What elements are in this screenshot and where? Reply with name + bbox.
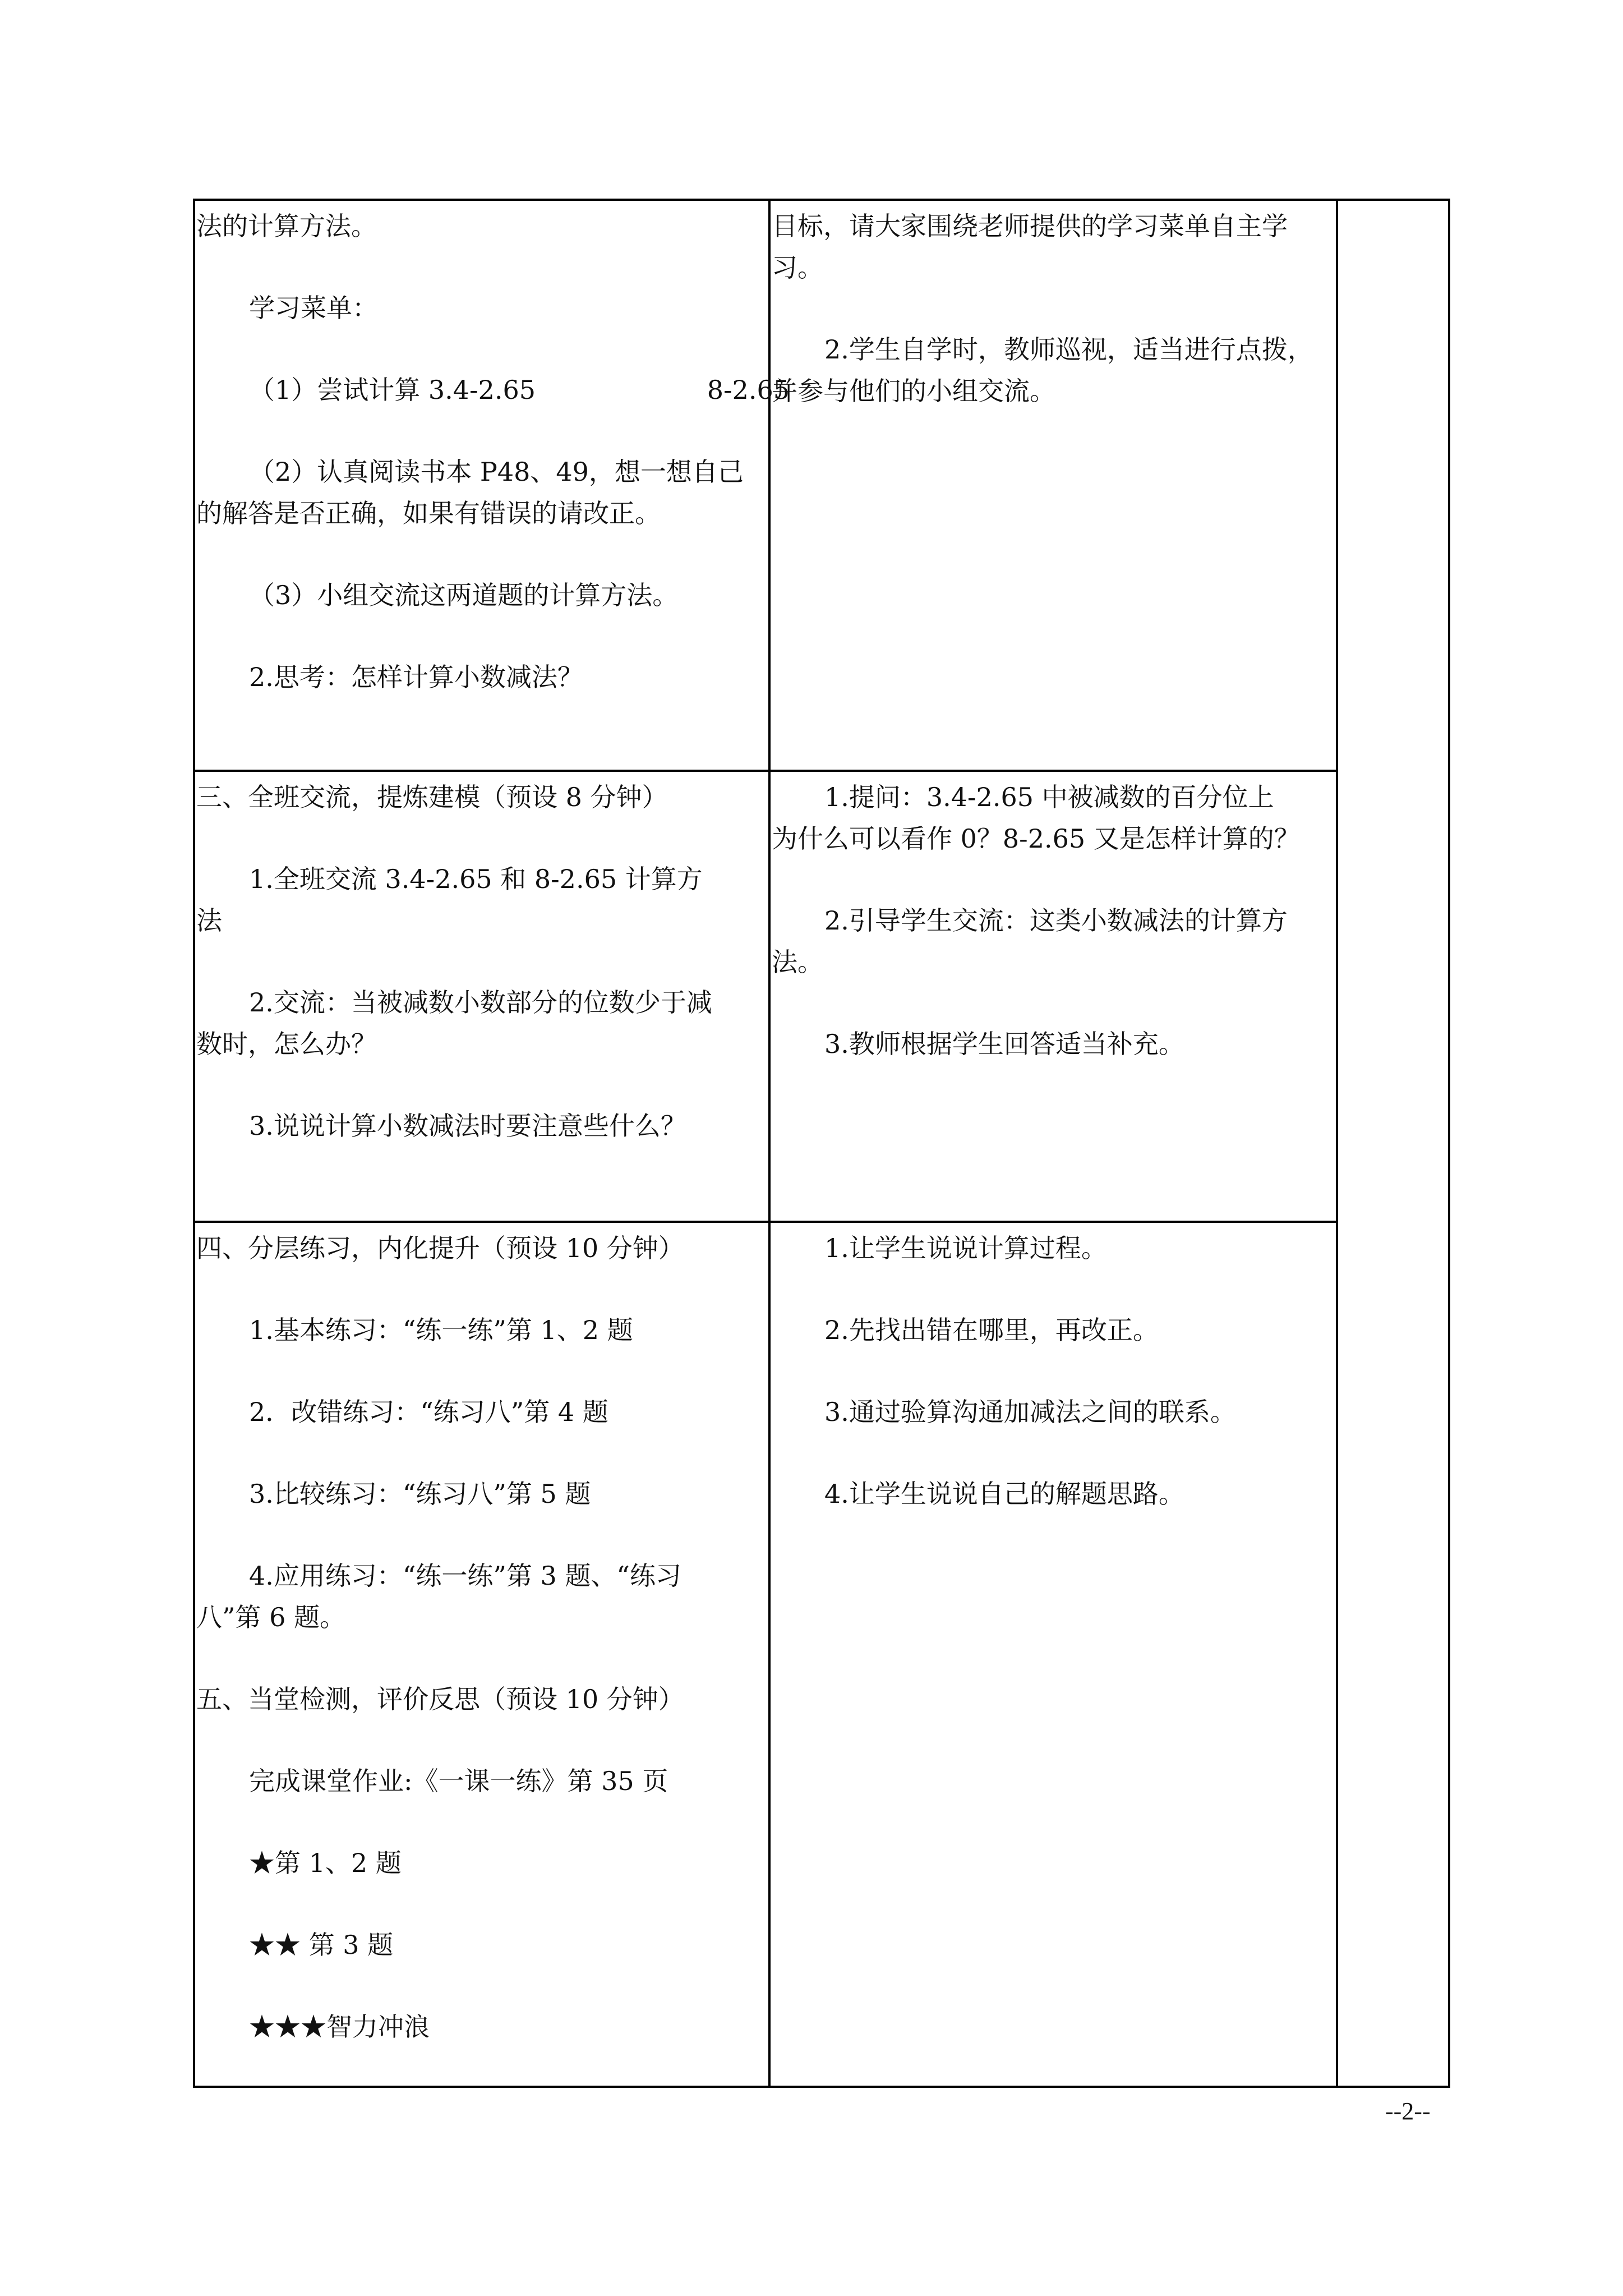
row3-activity-cell — [196, 1227, 767, 2085]
cell-line: 1.让学生说说计算过程。 — [824, 1233, 1107, 1263]
cell-line: 4.让学生说说自己的解题思路。 — [824, 1479, 1184, 1509]
cell-line: ★第 1、2 题 — [249, 1848, 402, 1878]
cell-line: 的解答是否正确，如果有错误的请改正。 — [196, 498, 661, 528]
cell-line: ★★★智力冲浪 — [249, 2012, 430, 2042]
cell-line: 法。 — [772, 947, 823, 977]
cell-line: 习。 — [772, 252, 823, 283]
column-divider-2 — [1336, 199, 1338, 2088]
cell-line: 3.通过验算沟通加减法之间的联系。 — [824, 1397, 1236, 1427]
cell-line — [196, 369, 790, 411]
table-border-bottom — [193, 2086, 1450, 2088]
section-heading: 三、全班交流，提炼建模（预设 8 分钟） — [196, 782, 668, 812]
cell-line: 完成课堂作业:《一课一练》第 35 页 — [249, 1766, 668, 1796]
page-number: --2-- — [1385, 2097, 1431, 2125]
row2-activity-cell — [196, 776, 767, 1220]
cell-line: 1.全班交流 3.4-2.65 和 8-2.65 计算方 — [249, 864, 703, 894]
cell-line: 2.思考：怎样计算小数减法？ — [249, 662, 583, 692]
cell-line: 3.比较练习：“练习八”第 5 题 — [249, 1479, 591, 1509]
cell-line: ★★ 第 3 题 — [249, 1930, 394, 1960]
cell-line: 目标，请大家围绕老师提供的学习菜单自主学 — [772, 211, 1288, 241]
row1-guidance-cell — [772, 205, 1335, 766]
table-border-top — [193, 199, 1450, 201]
cell-line-part: 8-2.65 — [707, 375, 790, 405]
cell-line: 4.应用练习：“练一练”第 3 题、“练习 — [249, 1561, 681, 1591]
column-divider-1 — [768, 199, 771, 2088]
cell-line: 数时，怎么办？ — [196, 1029, 377, 1059]
row1-activity-cell — [196, 205, 790, 766]
cell-line: 1.基本练习：“练一练”第 1、2 题 — [249, 1315, 633, 1345]
row2-guidance-cell — [772, 776, 1335, 1220]
cell-line: 学习菜单： — [249, 293, 378, 323]
cell-line: 2.先找出错在哪里，再改正。 — [824, 1315, 1159, 1345]
table-border-right — [1448, 199, 1450, 2088]
cell-line: 法 — [196, 905, 222, 936]
cell-line: （2）认真阅读书本 P48、49，想一想自己 — [249, 457, 744, 487]
cell-line: 3.说说计算小数减法时要注意些什么？ — [249, 1111, 686, 1141]
cell-line: 1.提问：3.4-2.65 中被减数的百分位上 — [824, 782, 1274, 812]
row3-guidance-cell — [772, 1227, 1335, 2085]
cell-line: 2.引导学生交流：这类小数减法的计算方 — [824, 905, 1288, 936]
cell-line: （3）小组交流这两道题的计算方法。 — [249, 580, 679, 610]
cell-line: 2.学生自学时，教师巡视，适当进行点拨， — [824, 334, 1313, 365]
cell-line: 法的计算方法。 — [196, 211, 377, 241]
row-divider-1 — [193, 770, 1338, 772]
section-heading: 四、分层练习，内化提升（预设 10 分钟） — [196, 1233, 684, 1263]
cell-line: 为什么可以看作 0？8-2.65 又是怎样计算的？ — [772, 823, 1300, 854]
cell-line: 并参与他们的小组交流。 — [772, 376, 1055, 406]
row-divider-2 — [193, 1221, 1338, 1223]
cell-line-part: （1）尝试计算 3.4-2.65 — [249, 375, 536, 405]
cell-line: 3.教师根据学生回答适当补充。 — [824, 1029, 1184, 1059]
cell-line: 2.交流：当被减数小数部分的位数少于减 — [249, 987, 712, 1018]
cell-line: 2．改错练习：“练习八”第 4 题 — [249, 1397, 608, 1427]
table-border-left — [193, 199, 195, 2088]
cell-line: 八”第 6 题。 — [196, 1602, 346, 1632]
section-heading: 五、当堂检测，评价反思（预设 10 分钟） — [196, 1684, 684, 1714]
